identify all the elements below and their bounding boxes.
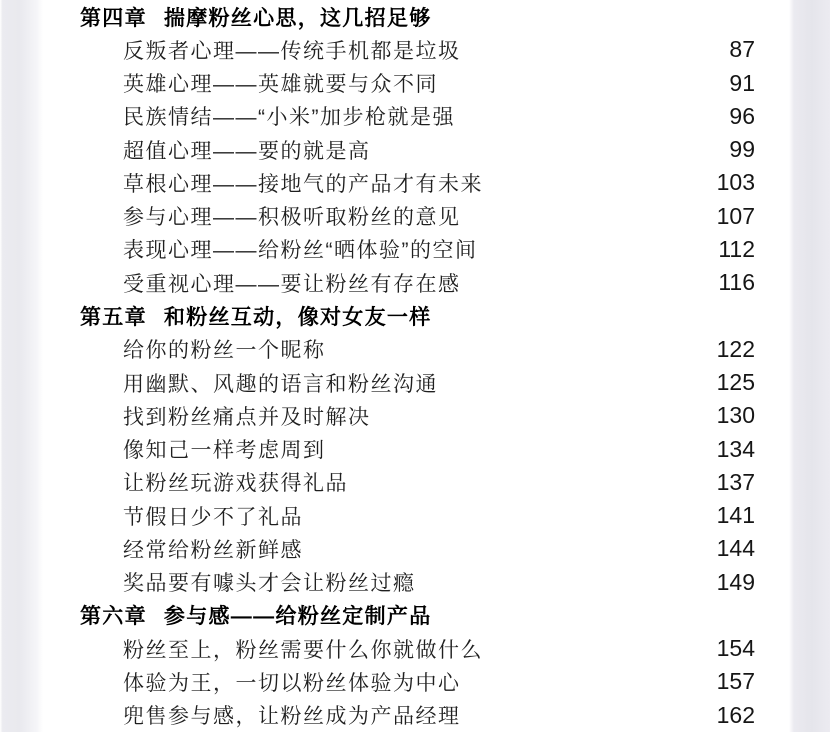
entry-title: 受重视心理——要让粉丝有存在感 <box>123 272 461 296</box>
entry-page-number: 96 <box>729 102 755 129</box>
chapter-number: 第五章 <box>80 306 147 330</box>
chapter-heading <box>0 0 830 33</box>
entry-page-number: 141 <box>716 502 755 529</box>
entry-title: 经常给粉丝新鲜感 <box>123 538 303 562</box>
toc-entry <box>0 466 830 499</box>
entry-title: 超值心理——要的就是高 <box>123 139 371 163</box>
entry-page-number: 122 <box>716 335 755 362</box>
entry-title: 节假日少不了礼品 <box>123 505 303 529</box>
entry-page-number: 157 <box>716 668 755 695</box>
entry-page-number: 116 <box>718 269 755 296</box>
entry-title: 奖品要有噱头才会让粉丝过瘾 <box>123 572 416 596</box>
toc-entry <box>0 432 830 465</box>
entry-title: 让粉丝玩游戏获得礼品 <box>123 472 348 496</box>
entry-title: 兜售参与感，让粉丝成为产品经理 <box>123 705 461 729</box>
entry-title: 参与心理——积极听取粉丝的意见 <box>123 206 461 230</box>
entry-title: 草根心理——接地气的产品才有未来 <box>123 172 483 196</box>
chapter-heading <box>0 599 830 632</box>
toc-entry <box>0 100 830 133</box>
entry-page-number: 87 <box>729 36 755 63</box>
toc-entry <box>0 532 830 565</box>
toc-entry <box>0 665 830 698</box>
entry-title: 体验为王，一切以粉丝体验为中心 <box>123 671 461 695</box>
entry-title: 反叛者心理——传统手机都是垃圾 <box>123 39 461 63</box>
toc-entry <box>0 166 830 199</box>
toc-entry <box>0 133 830 166</box>
toc-entry <box>0 67 830 100</box>
entry-title: 给你的粉丝一个昵称 <box>123 339 326 363</box>
entry-page-number: 162 <box>716 701 755 728</box>
entry-page-number: 149 <box>716 568 755 595</box>
entry-title: 用幽默、风趣的语言和粉丝沟通 <box>123 372 438 396</box>
entry-page-number: 137 <box>716 468 755 495</box>
toc-entry <box>0 200 830 233</box>
entry-title: 表现心理——给粉丝“晒体验”的空间 <box>123 239 478 263</box>
toc-entry <box>0 566 830 599</box>
entry-page-number: 112 <box>718 235 755 262</box>
entry-title: 粉丝至上，粉丝需要什么你就做什么 <box>123 638 483 662</box>
entry-page-number: 99 <box>729 136 755 163</box>
toc-entry <box>0 366 830 399</box>
entry-page-number: 154 <box>716 635 755 662</box>
entry-page-number: 103 <box>716 169 755 196</box>
chapter-title: 揣摩粉丝心思，这几招足够 <box>163 6 432 30</box>
toc-entry <box>0 266 830 299</box>
toc-entry <box>0 399 830 432</box>
chapter-heading <box>0 299 830 332</box>
entry-title: 英雄心理——英雄就要与众不同 <box>123 73 438 97</box>
toc-entry <box>0 333 830 366</box>
toc-entry <box>0 632 830 665</box>
entry-page-number: 91 <box>729 69 755 96</box>
entry-page-number: 144 <box>716 535 755 562</box>
entry-title: 找到粉丝痛点并及时解决 <box>123 405 371 429</box>
chapter-title: 和粉丝互动，像对女友一样 <box>163 306 432 330</box>
entry-title: 民族情结——“小米”加步枪就是强 <box>123 106 455 130</box>
chapter-title: 参与感——给粉丝定制产品 <box>163 605 432 629</box>
entry-page-number: 130 <box>716 402 755 429</box>
toc-entry <box>0 699 830 732</box>
chapter-number: 第六章 <box>80 605 147 629</box>
entry-title: 像知己一样考虑周到 <box>123 439 326 463</box>
toc-entry <box>0 499 830 532</box>
entry-page-number: 125 <box>716 369 755 396</box>
entry-page-number: 134 <box>716 435 755 462</box>
chapter-number: 第四章 <box>80 6 147 30</box>
entry-page-number: 107 <box>716 202 755 229</box>
toc-entry <box>0 33 830 66</box>
toc-entry <box>0 233 830 266</box>
